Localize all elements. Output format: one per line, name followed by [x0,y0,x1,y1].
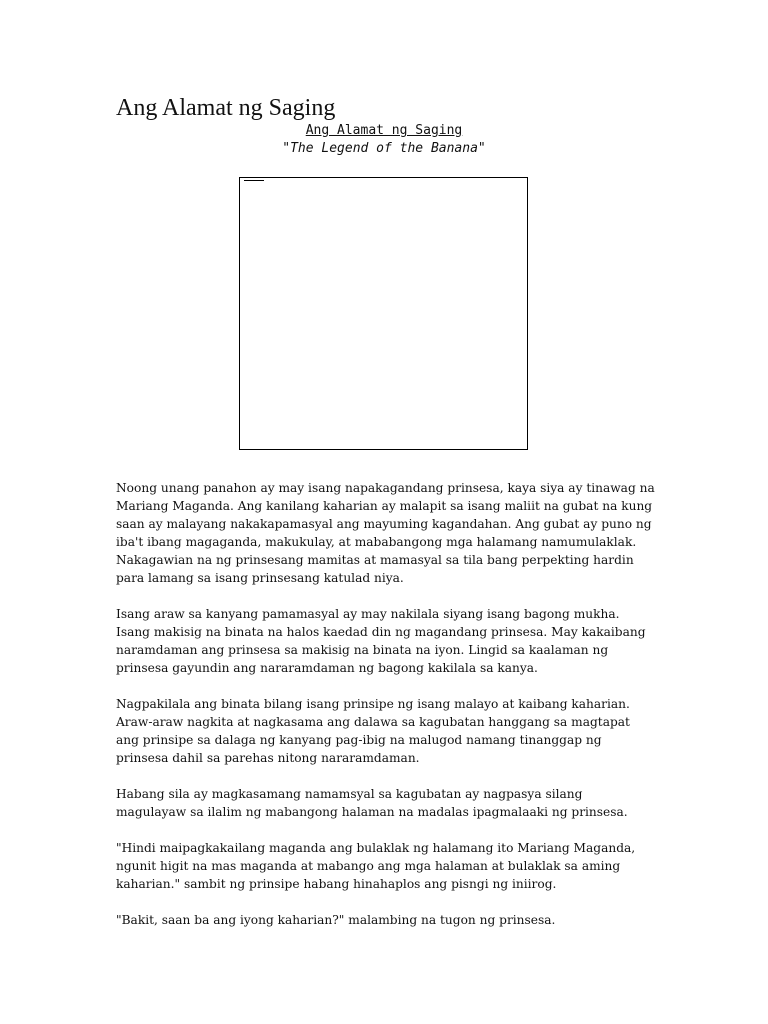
paragraph: Habang sila ay magkasamang namamsyal sa kagubatan ay nagpasya silang magulayaw sa ilalim ng mabangong halaman na madalas ipagmalaaki ng prinsesa. [116,787,628,819]
story-heading: Ang Alamat ng Saging [305,123,463,138]
paragraph: Nagpakilala ang binata bilang isang prinsipe ng isang malayo at kaibang kaharian. Araw-araw nagkita at nagkasama ang dalawa sa kagubatan hanggang sa magtapat ang prinsipe sa dalaga ng kanyang pag-ibig na malugod namang tinanggap ng prinsesa dahil sa parehas nitong nararamdaman. [116,697,630,765]
paragraph: "Hindi maipagkakailang maganda ang bulaklak ng halamang ito Mariang Maganda, ngunit higit na mas maganda at mabango ang mga halaman at bulaklak sa aming kaharian." sambit ng prinsipe habang hinahaplos ang pisngi ng iniirog. [116,841,636,891]
story-body [116,479,656,947]
image-placeholder [239,177,528,450]
paragraph: Noong unang panahon ay may isang napakagandang prinsesa, kaya siya ay tinawag na Mariang Maganda. Ang kanilang kaharian ay malapit sa isang maliit na gubat na kung saan ay malayang nakakapamasyal ang mayuming kagandahan. Ang gubat ay puno ng iba't ibang magaganda, makukulay, at mababangong mga halamang namumulaklak. Nakagawian na ng prinsesang mamitas at mamasyal sa tila bang perpekting hardin para lamang sa isang prinsesang katulad niya. [116,481,655,585]
paragraph: "Bakit, saan ba ang iyong kaharian?" malambing na tugon ng prinsesa. [116,913,556,927]
story-subheading: "The Legend of the Banana" [282,141,486,156]
document-title: Ang Alamat ng Saging [116,95,336,121]
paragraph: Isang araw sa kanyang pamamasyal ay may nakilala siyang isang bagong mukha. Isang makisig na binata na halos kaedad din ng magandang prinsesa. May kakaibang naramdaman ang prinsesa sa makisig na binata na iyon. Lingid sa kaalaman ng prinsesa gayundin ang nararamdaman ng bagong kakilala sa kanya. [116,607,646,675]
broken-image-icon [244,180,264,181]
